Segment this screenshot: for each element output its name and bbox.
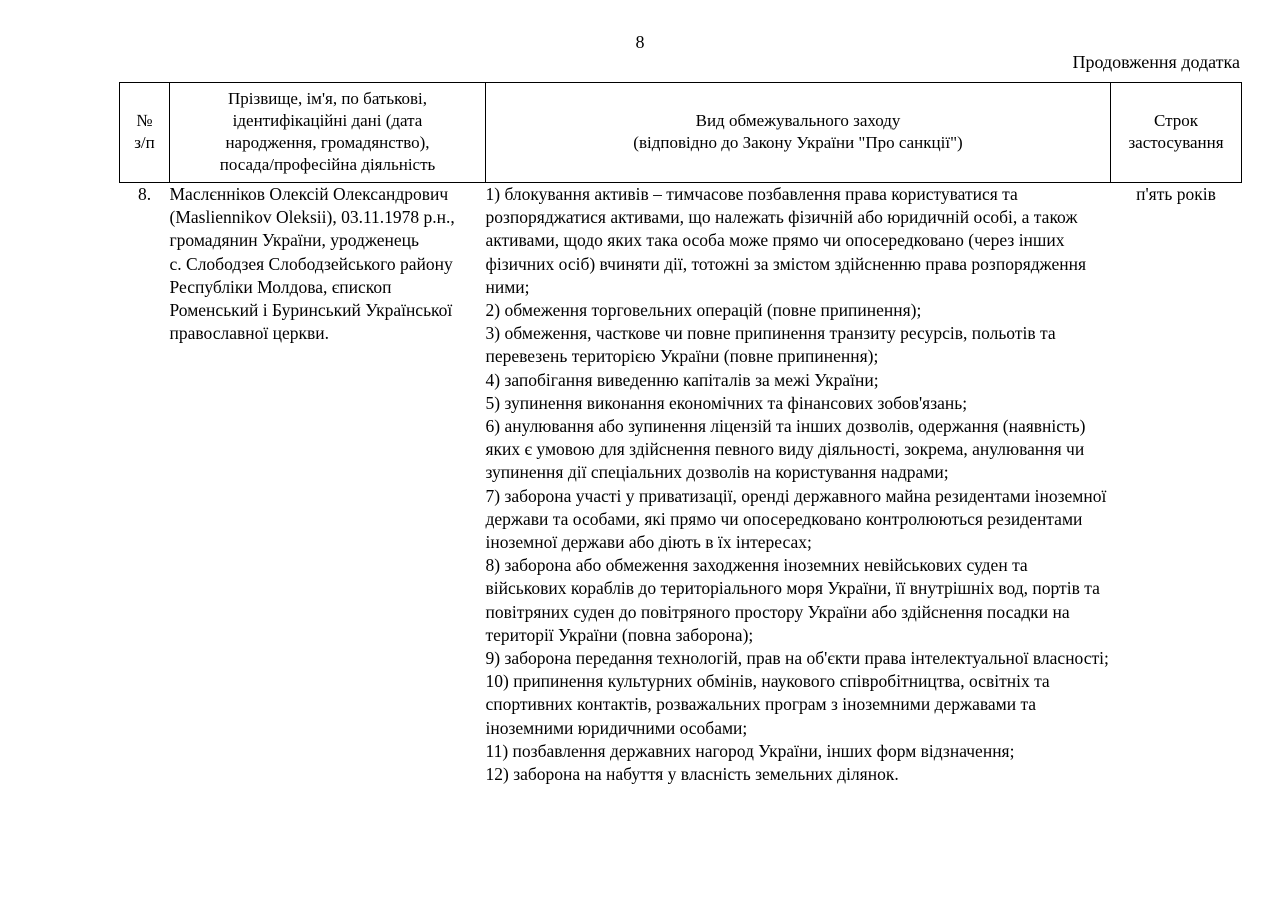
person-name-line: (Masliennikov Oleksii), 03.11.1978 р.н., — [169, 207, 455, 228]
measure-item: 11) позбавлення державних нагород України, інших форм відзначення; — [485, 740, 1015, 761]
measure-item: 12) заборона на набуття у власність земельних ділянок. — [485, 764, 899, 785]
measure-item: 4) запобігання виведенню капіталів за межі України; — [485, 369, 879, 390]
column-header-term-line-1: Строк — [1153, 111, 1198, 130]
table-body — [120, 183, 1242, 787]
column-header-measure-line-1: Вид обмежувального заходу — [695, 111, 901, 130]
column-header-number-line-1: № — [136, 111, 153, 130]
continuation-label: Продовження додатка — [1072, 52, 1240, 72]
measure-item: 5) зупинення виконання економічних та фінансових зобов'язань; — [485, 392, 968, 413]
measure-item: 8) заборона або обмеження заходження іноземних невійськових суден та військових кораблів до територіального моря України, її внутрішніх вод, портів та повітряних суден до повітряного простору України або здійснення посадки на території України (повна заборона); — [485, 555, 1100, 645]
measure-item: 9) заборона передання технологій, прав на об'єкти права інтелектуальної власності; — [485, 648, 1109, 669]
column-header-name-line-3: народження, громадянство), — [225, 133, 430, 152]
column-header-number-line-2: з/п — [134, 133, 155, 152]
person-name-line: Республіки Молдова, єпископ — [169, 276, 392, 297]
column-header-number — [120, 83, 170, 183]
measure-item: 2) обмеження торговельних операцій (повне припинення); — [485, 300, 922, 321]
cell-restrictive-measures — [486, 183, 1111, 787]
table-header-row — [120, 83, 1242, 183]
person-name-line: православної церкви. — [169, 323, 329, 344]
person-name-line: Маслєнніков Олексій Олександрович — [169, 184, 449, 204]
cell-person-details — [170, 183, 486, 787]
measure-item: 10) припинення культурних обмінів, наукового співробітництва, освітніх та спортивних контактів, розважальних програм з іноземними державами та іноземними юридичними особами; — [485, 671, 1050, 738]
sanctions-table — [119, 82, 1242, 786]
person-name-line: с. Слободзея Слободзейського району — [169, 253, 453, 274]
person-name-line: Роменський і Буринський Української — [169, 300, 453, 321]
table-row — [120, 183, 1242, 787]
column-header-name-line-2: ідентифікаційні дані (дата — [232, 111, 423, 130]
page-number: 8 — [635, 32, 645, 52]
column-header-measure — [486, 83, 1111, 183]
measure-item: 1) блокування активів – тимчасове позбавлення права користуватися та розпоряджатися активами, що належать фізичній або юридичній особі, а також активами, щодо яких така особа може прямо чи опосередковано (через інших фізичних осіб) вчиняти дії, тотожні за змістом здійсненню права розпорядження ними; — [485, 184, 1087, 297]
column-header-term — [1111, 83, 1242, 183]
column-header-measure-line-2: (відповідно до Закону України "Про санкції") — [633, 133, 963, 152]
table-header — [120, 83, 1242, 183]
cell-application-term: п'ять років — [1136, 184, 1216, 204]
column-header-name-line-4: посада/професійна діяльність — [219, 155, 436, 174]
measure-item: 3) обмеження, часткове чи повне припинення транзиту ресурсів, польотів та перевезень територією України (повне припинення); — [485, 323, 1056, 367]
column-header-name-line-1: Прізвище, ім'я, по батькові, — [227, 89, 428, 108]
measure-item: 6) анулювання або зупинення ліцензій та інших дозволів, одержання (наявність) яких є умовою для здійснення певного виду діяльності, зокрема, анулювання чи зупинення дії спеціальних дозволів на користування надрами; — [485, 416, 1086, 483]
person-name-line: громадянин України, уродженець — [169, 230, 419, 251]
column-header-name — [170, 83, 486, 183]
column-header-term-line-2: застосування — [1128, 133, 1224, 152]
cell-entry-number: 8. — [137, 184, 152, 204]
measure-item: 7) заборона участі у приватизації, оренді державного майна резидентами іноземної держави та особами, які прямо чи опосередковано контролюються резидентами іноземної держави або діють в їх інтересах; — [485, 485, 1107, 553]
